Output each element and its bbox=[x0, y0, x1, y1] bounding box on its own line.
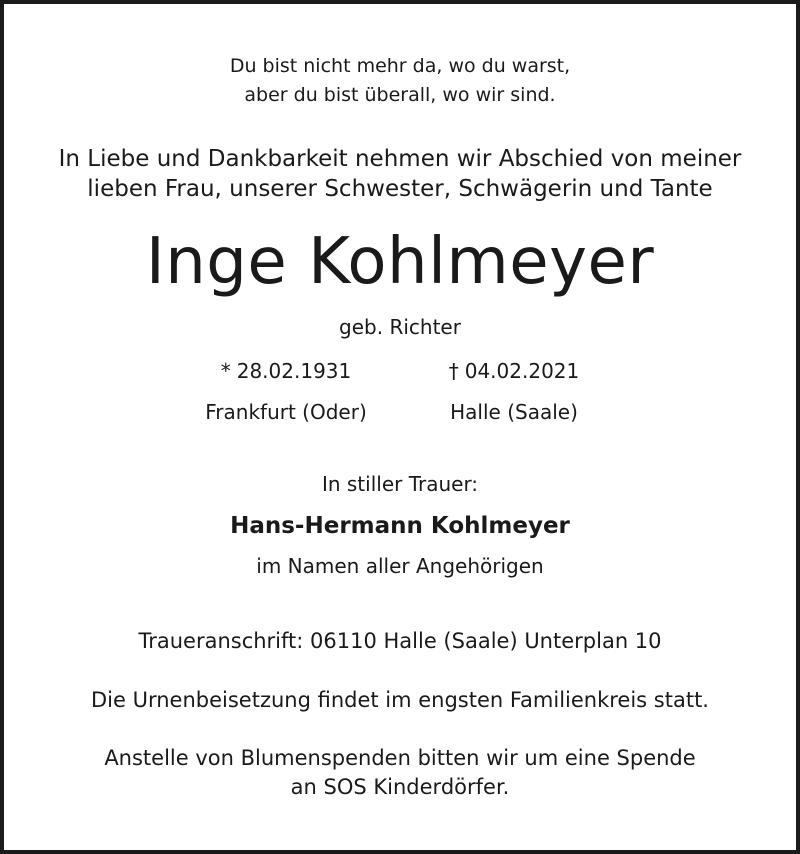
intro-line-1: In Liebe und Dankbarkeit nehmen wir Abschied von meiner bbox=[58, 146, 742, 172]
donation-line-1: Anstelle von Blumenspenden bitten wir um eine Spende bbox=[104, 746, 696, 770]
death-date: 04.02.2021 bbox=[464, 359, 580, 383]
birth-name: geb. Richter bbox=[339, 315, 461, 339]
mourner-name: Hans-Hermann Kohlmeyer bbox=[230, 513, 570, 539]
burial-note: Die Urnenbeisetzung findet im engsten Familienkreis statt. bbox=[90, 688, 709, 712]
motto-line-2: aber du bist überall, wo wir sind. bbox=[244, 84, 556, 106]
birth-symbol: * bbox=[220, 359, 231, 383]
motto-line-1: Du bist nicht mehr da, wo du warst, bbox=[229, 55, 571, 77]
intro-line-2: lieben Frau, unserer Schwester, Schwägerin und Tante bbox=[87, 176, 713, 202]
death-symbol: † bbox=[448, 359, 459, 383]
deceased-name: Inge Kohlmeyer bbox=[145, 225, 655, 299]
birth-date: 28.02.1931 bbox=[236, 359, 352, 383]
death-place: Halle (Saale) bbox=[450, 400, 578, 424]
mourning-address: Traueranschrift: 06110 Halle (Saale) Unterplan 10 bbox=[138, 629, 662, 653]
donation-line-2: an SOS Kinderdörfer. bbox=[290, 775, 510, 799]
mourner-note: im Namen aller Angehörigen bbox=[256, 554, 544, 578]
birth-place: Frankfurt (Oder) bbox=[205, 400, 367, 424]
death-date-line bbox=[404, 358, 624, 384]
mourning-intro: In stiller Trauer: bbox=[321, 472, 479, 496]
birth-date-line bbox=[176, 358, 396, 384]
